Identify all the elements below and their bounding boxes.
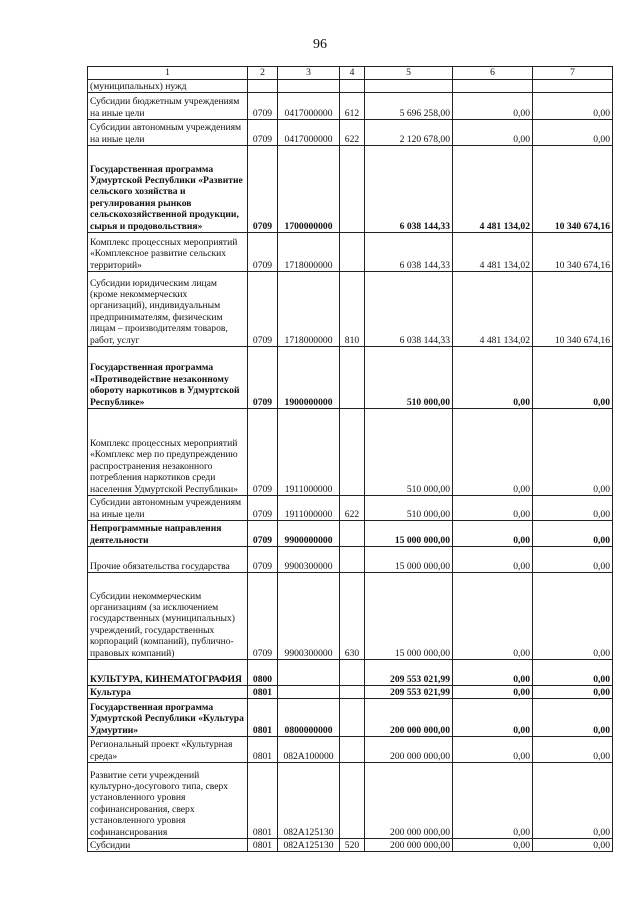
section-code: 0709	[248, 146, 278, 233]
target-article	[278, 80, 340, 93]
amount-col-7: 0,00	[533, 496, 613, 521]
table-row	[88, 573, 613, 660]
table-row	[88, 839, 613, 852]
table-row	[88, 80, 613, 93]
amount-col-6: 4 481 134,02	[453, 233, 533, 272]
target-article: 0800000000	[278, 699, 340, 737]
expense-type	[340, 763, 365, 839]
amount-col-6: 0,00	[453, 686, 533, 699]
table-row	[88, 496, 613, 521]
section-code: 0709	[248, 521, 278, 547]
amount-col-5: 209 553 021,99	[365, 686, 453, 699]
table-row	[88, 660, 613, 686]
section-code: 0709	[248, 120, 278, 146]
amount-col-6: 0,00	[453, 839, 533, 852]
amount-col-7: 10 340 674,16	[533, 272, 613, 347]
expense-type: 622	[340, 120, 365, 146]
amount-col-5: 200 000 000,00	[365, 839, 453, 852]
item-name: Государственная программа Удмуртской Республики «Культура Удмуртии»	[88, 699, 248, 737]
amount-col-5: 15 000 000,00	[365, 547, 453, 573]
expense-type	[340, 737, 365, 763]
target-article: 1911000000	[278, 496, 340, 521]
item-name: Развитие сети учреждений культурно-досугового типа, сверх установленного уровня софинансирования, сверх установленного уровня софинансирования	[88, 763, 248, 839]
section-code: 0709	[248, 547, 278, 573]
expense-type	[340, 686, 365, 699]
amount-col-6: 4 481 134,02	[453, 272, 533, 347]
expense-type: 622	[340, 496, 365, 521]
item-name: Непрограммные направления деятельности	[88, 521, 248, 547]
section-code: 0709	[248, 272, 278, 347]
amount-col-5: 209 553 021,99	[365, 660, 453, 686]
section-code: 0801	[248, 839, 278, 852]
amount-col-7: 0,00	[533, 93, 613, 120]
amount-col-5: 2 120 678,00	[365, 120, 453, 146]
amount-col-7: 10 340 674,16	[533, 146, 613, 233]
item-name: Государственная программа Удмуртской Республики «Развитие сельского хозяйства и регулирования рынков сельскохозяйственной продукции, сырья и продовольствия»	[88, 146, 248, 233]
amount-col-5: 15 000 000,00	[365, 521, 453, 547]
section-code: 0801	[248, 686, 278, 699]
table-row	[88, 146, 613, 233]
amount-col-7: 0,00	[533, 120, 613, 146]
amount-col-7: 0,00	[533, 839, 613, 852]
amount-col-7: 10 340 674,16	[533, 233, 613, 272]
section-code: 0709	[248, 496, 278, 521]
section-code	[248, 80, 278, 93]
amount-col-7: 0,00	[533, 521, 613, 547]
item-name: Государственная программа «Противодействие незаконному обороту наркотиков в Удмуртской Республике»	[88, 347, 248, 409]
amount-col-5: 200 000 000,00	[365, 763, 453, 839]
budget-table	[87, 66, 613, 852]
section-code: 0801	[248, 737, 278, 763]
table-row	[88, 521, 613, 547]
amount-col-7: 0,00	[533, 699, 613, 737]
amount-col-7: 0,00	[533, 409, 613, 496]
header-col-1: 1	[88, 67, 248, 80]
page-number: 96	[313, 37, 327, 52]
amount-col-6: 0,00	[453, 120, 533, 146]
amount-col-6: 0,00	[453, 93, 533, 120]
item-name: Прочие обязательства государства	[88, 547, 248, 573]
target-article: 0417000000	[278, 93, 340, 120]
amount-col-6: 0,00	[453, 660, 533, 686]
amount-col-6: 0,00	[453, 547, 533, 573]
item-name: Комплекс процессных мероприятий «Комплекс мер по предупреждению распространения незаконного потребления наркотиков среди населения Удмуртской Республики»	[88, 409, 248, 496]
amount-col-6: 0,00	[453, 737, 533, 763]
table-row	[88, 272, 613, 347]
item-name: Комплекс процессных мероприятий «Комплексное развитие сельских территорий»	[88, 233, 248, 272]
expense-type: 810	[340, 272, 365, 347]
item-name: (муниципальных) нужд	[88, 80, 248, 93]
table-row	[88, 699, 613, 737]
item-name: Региональный проект «Культурная среда»	[88, 737, 248, 763]
table-row	[88, 686, 613, 699]
section-code: 0801	[248, 763, 278, 839]
expense-type: 520	[340, 839, 365, 852]
section-code: 0709	[248, 233, 278, 272]
item-name: Субсидии автономным учреждениям на иные цели	[88, 120, 248, 146]
expense-type: 630	[340, 573, 365, 660]
table-row	[88, 233, 613, 272]
table-row	[88, 409, 613, 496]
expense-type	[340, 146, 365, 233]
target-article: 9900000000	[278, 521, 340, 547]
header-col-3: 3	[278, 67, 340, 80]
table-row	[88, 120, 613, 146]
amount-col-7: 0,00	[533, 737, 613, 763]
amount-col-6: 0,00	[453, 496, 533, 521]
item-name: КУЛЬТУРА, КИНЕМАТОГРАФИЯ	[88, 660, 248, 686]
target-article: 082A100000	[278, 737, 340, 763]
section-code: 0709	[248, 93, 278, 120]
amount-col-6: 0,00	[453, 347, 533, 409]
section-code: 0709	[248, 409, 278, 496]
amount-col-5: 15 000 000,00	[365, 573, 453, 660]
amount-col-6: 0,00	[453, 521, 533, 547]
amount-col-7: 0,00	[533, 547, 613, 573]
header-col-7: 7	[533, 67, 613, 80]
amount-col-5: 510 000,00	[365, 496, 453, 521]
target-article: 0417000000	[278, 120, 340, 146]
target-article: 9900300000	[278, 547, 340, 573]
header-col-6: 6	[453, 67, 533, 80]
target-article: 1911000000	[278, 409, 340, 496]
table-row	[88, 93, 613, 120]
expense-type	[340, 80, 365, 93]
amount-col-5: 200 000 000,00	[365, 699, 453, 737]
amount-col-6: 0,00	[453, 699, 533, 737]
section-code: 0801	[248, 699, 278, 737]
table-row	[88, 763, 613, 839]
target-article: 1700000000	[278, 146, 340, 233]
target-article: 082A125130	[278, 763, 340, 839]
header-col-4: 4	[340, 67, 365, 80]
amount-col-7: 0,00	[533, 573, 613, 660]
amount-col-7: 0,00	[533, 660, 613, 686]
expense-type	[340, 521, 365, 547]
section-code: 0800	[248, 660, 278, 686]
header-row	[88, 67, 613, 80]
amount-col-5: 200 000 000,00	[365, 737, 453, 763]
expense-type	[340, 233, 365, 272]
amount-col-6: 0,00	[453, 763, 533, 839]
amount-col-7	[533, 80, 613, 93]
amount-col-6: 4 481 134,02	[453, 146, 533, 233]
section-code: 0709	[248, 573, 278, 660]
expense-type	[340, 347, 365, 409]
item-name: Субсидии автономным учреждениям на иные цели	[88, 496, 248, 521]
amount-col-6: 0,00	[453, 409, 533, 496]
expense-type	[340, 699, 365, 737]
target-article: 1718000000	[278, 272, 340, 347]
item-name: Субсидии юридическим лицам (кроме некоммерческих организаций), индивидуальным предпринимателям, физическим лицам – производителям товаров, работ, услуг	[88, 272, 248, 347]
table-row	[88, 547, 613, 573]
amount-col-5: 5 696 258,00	[365, 93, 453, 120]
target-article	[278, 660, 340, 686]
amount-col-5: 510 000,00	[365, 409, 453, 496]
header-col-5: 5	[365, 67, 453, 80]
target-article: 9900300000	[278, 573, 340, 660]
amount-col-5: 6 038 144,33	[365, 146, 453, 233]
expense-type: 612	[340, 93, 365, 120]
table-row	[88, 737, 613, 763]
amount-col-5	[365, 80, 453, 93]
amount-col-7: 0,00	[533, 763, 613, 839]
target-article: 1900000000	[278, 347, 340, 409]
table-row	[88, 347, 613, 409]
section-code: 0709	[248, 347, 278, 409]
expense-type	[340, 547, 365, 573]
amount-col-7: 0,00	[533, 686, 613, 699]
expense-type	[340, 660, 365, 686]
item-name: Субсидии бюджетным учреждениям на иные цели	[88, 93, 248, 120]
target-article	[278, 686, 340, 699]
header-col-2: 2	[248, 67, 278, 80]
amount-col-5: 6 038 144,33	[365, 233, 453, 272]
amount-col-6: 0,00	[453, 573, 533, 660]
expense-type	[340, 409, 365, 496]
amount-col-7: 0,00	[533, 347, 613, 409]
item-name: Субсидии	[88, 839, 248, 852]
item-name: Субсидии некоммерческим организациям (за исключением государственных (муниципальных) учреждений, государственных корпораций (компаний), публично-правовых компаний)	[88, 573, 248, 660]
item-name: Культура	[88, 686, 248, 699]
target-article: 082A125130	[278, 839, 340, 852]
amount-col-5: 6 038 144,33	[365, 272, 453, 347]
amount-col-5: 510 000,00	[365, 347, 453, 409]
target-article: 1718000000	[278, 233, 340, 272]
amount-col-6	[453, 80, 533, 93]
